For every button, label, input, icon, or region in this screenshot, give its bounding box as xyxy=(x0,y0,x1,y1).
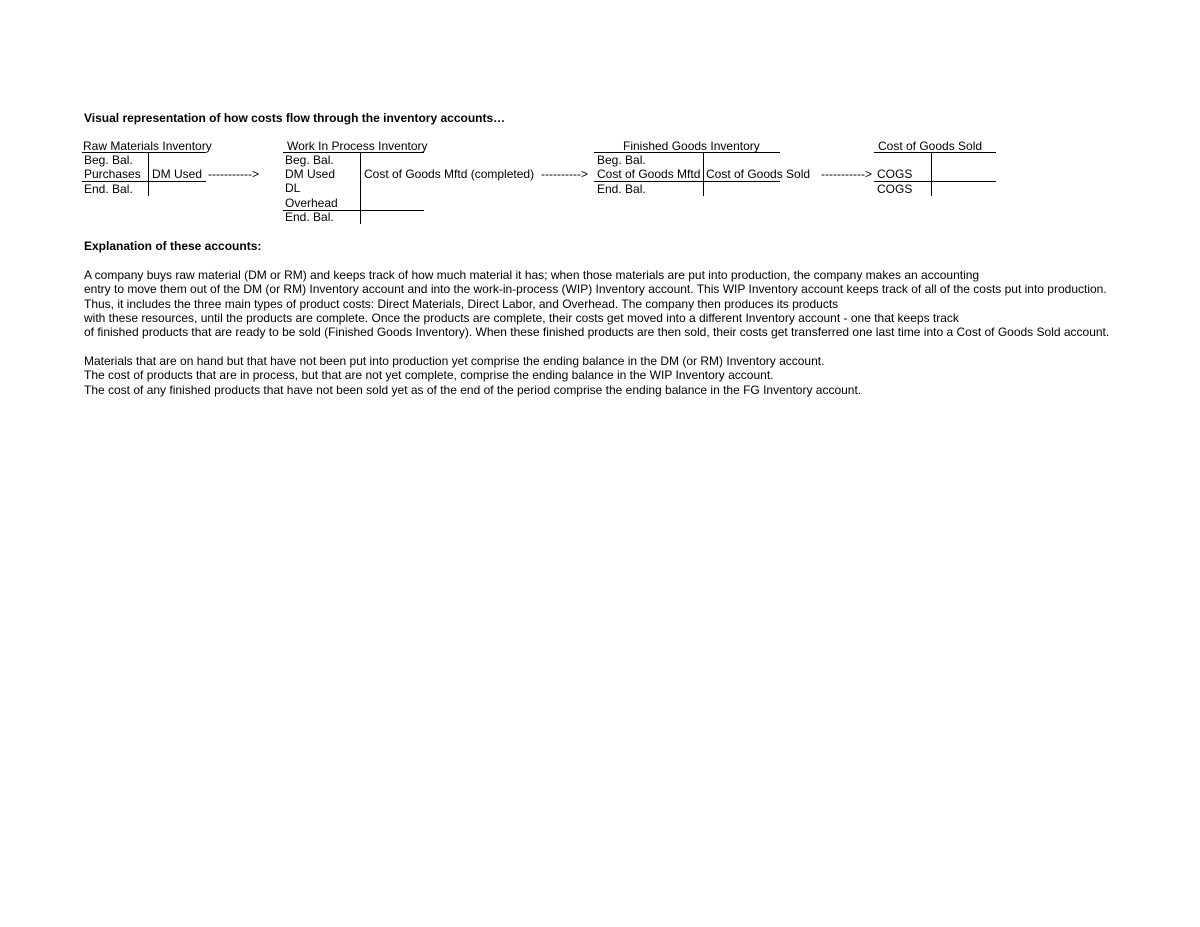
explanation-heading: Explanation of these accounts: xyxy=(84,239,262,253)
credit-entry: Cost of Goods Sold xyxy=(706,167,811,181)
account-title: Finished Goods Inventory xyxy=(623,139,760,153)
page-heading: Visual representation of how costs flow through the inventory accounts… xyxy=(84,111,506,125)
paragraph-line: Materials that are on hand but that have not been put into production yet comprise the ending balance in the DM (or RM) Inventory account. xyxy=(84,354,825,368)
debit-entry: Beg. Bal. xyxy=(285,153,334,167)
t-account-divider xyxy=(360,152,361,224)
flow-arrow: ----------> xyxy=(541,167,588,181)
paragraph-line: entry to move them out of the DM (or RM) Inventory account and into the work-in-process (WIP) Inventory account. This WIP Inventory account keeps track of all of the costs put into production. xyxy=(84,282,1107,296)
credit-entry: Cost of Goods Mftd (completed) xyxy=(364,167,535,181)
debit-entry: Beg. Bal. xyxy=(84,153,133,167)
paragraph-line: The cost of products that are in process, but that are not yet complete, comprise the ending balance in the WIP Inventory account. xyxy=(84,368,774,382)
debit-entry: End. Bal. xyxy=(597,182,646,196)
debit-entry: Beg. Bal. xyxy=(597,153,646,167)
paragraph-line: The cost of any finished products that have not been sold yet as of the end of the period comprise the ending balance in the FG Inventory account. xyxy=(84,383,862,397)
flow-arrow: -----------> xyxy=(208,167,259,181)
paragraph-line: A company buys raw material (DM or RM) and keeps track of how much material it has; when those materials are put into production, the company makes an accounting xyxy=(84,268,980,282)
t-account-divider xyxy=(931,152,932,196)
debit-entry: DM Used xyxy=(285,167,336,181)
account-title: Work In Process Inventory xyxy=(287,139,428,153)
t-account-top-rule xyxy=(874,152,996,153)
credit-entry: DM Used xyxy=(152,167,203,181)
debit-entry: Overhead xyxy=(285,196,338,210)
account-title: Cost of Goods Sold xyxy=(878,139,983,153)
t-account-divider xyxy=(148,152,149,196)
paragraph-line: of finished products that are ready to be sold (Finished Goods Inventory). When these finished products are then sold, their costs get transferred one last time into a Cost of Goods Sold account. xyxy=(84,325,1110,339)
debit-entry: COGS xyxy=(877,182,913,196)
debit-entry: Cost of Goods Mftd xyxy=(597,167,701,181)
debit-entry: End. Bal. xyxy=(84,182,133,196)
account-title: Raw Materials Inventory xyxy=(83,139,212,153)
debit-entry: End. Bal. xyxy=(285,210,334,224)
paragraph-line: with these resources, until the products are complete. Once the products are complete, their costs get moved into a different Inventory account - one that keeps track xyxy=(84,311,959,325)
debit-entry: COGS xyxy=(877,167,913,181)
debit-entry: Purchases xyxy=(84,167,141,181)
debit-entry: DL xyxy=(285,181,301,195)
paragraph-line: Thus, it includes the three main types of product costs: Direct Materials, Direct Labor, and Overhead. The company then produces its products xyxy=(84,297,839,311)
t-account-divider xyxy=(703,152,704,196)
flow-arrow: -----------> xyxy=(821,167,872,181)
